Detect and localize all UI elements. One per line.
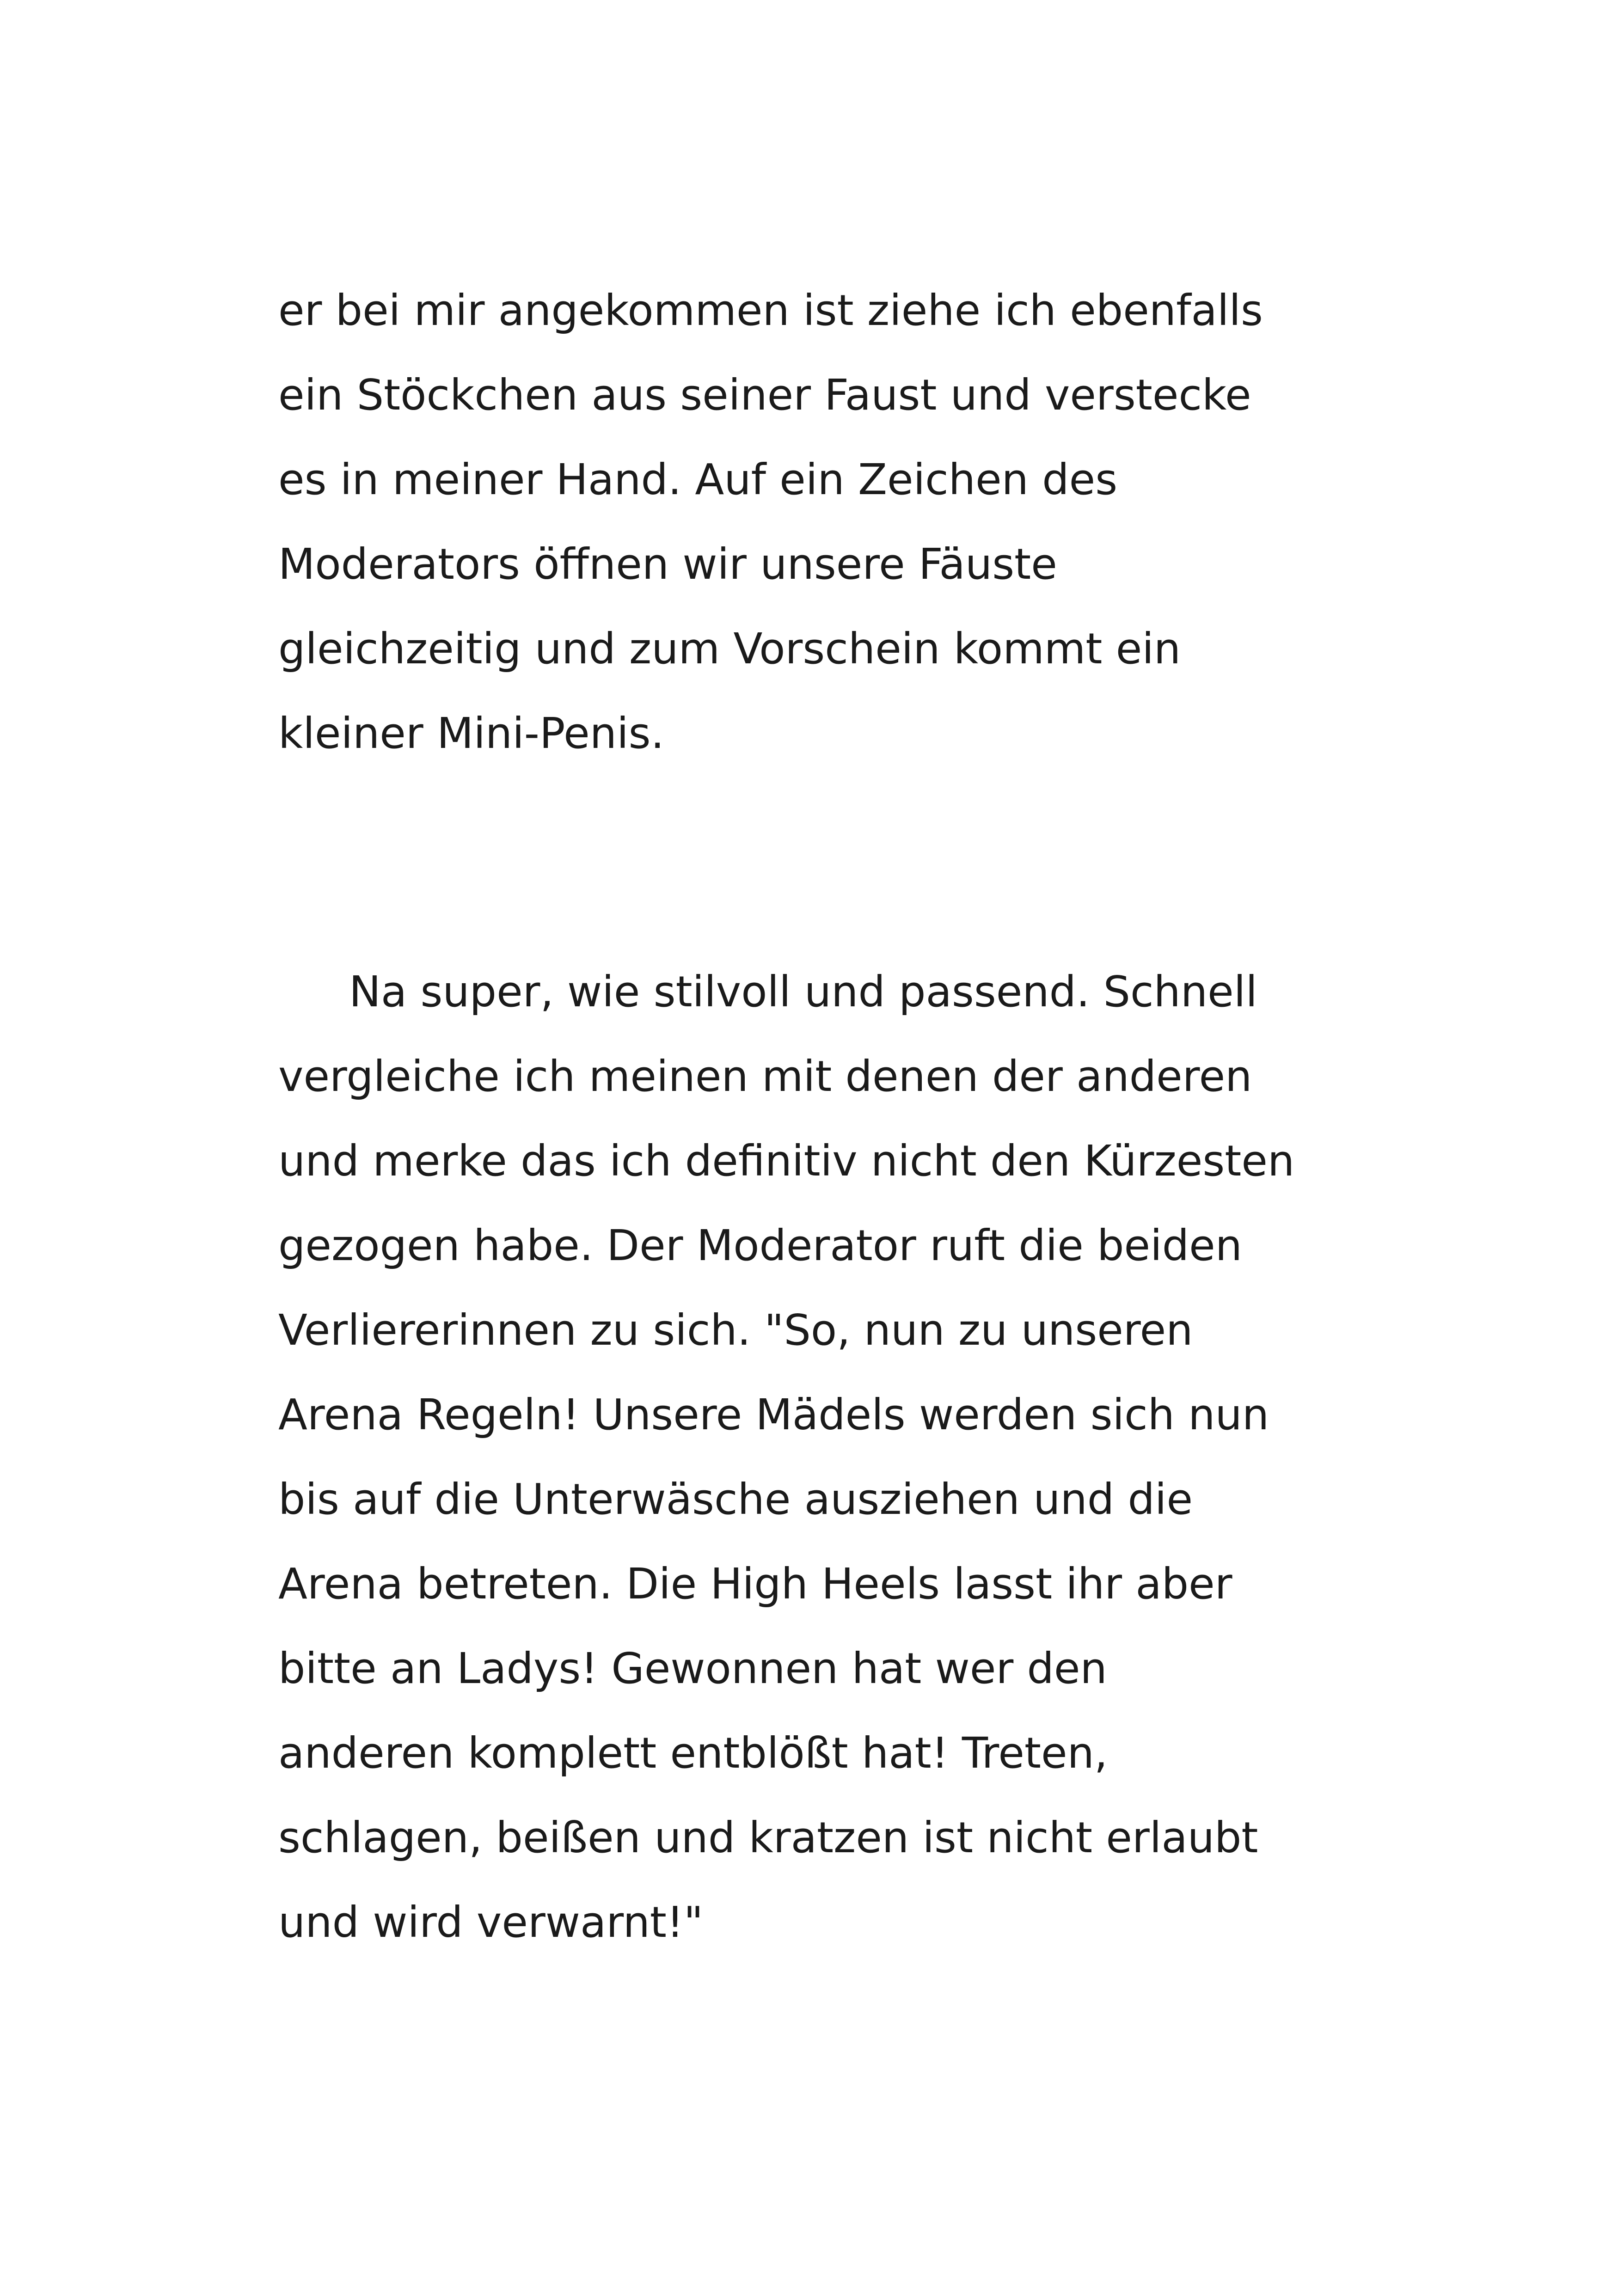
- paragraph-2-line-5: Verliererinnen zu sich. "So, nun zu unseren: [278, 1305, 1193, 1355]
- paragraph-2-line-6: Arena Regeln! Unsere Mädels werden sich nun: [278, 1390, 1269, 1439]
- paragraph-2-line-7: bis auf die Unterwäsche ausziehen und die: [278, 1475, 1193, 1524]
- paragraph-2-line-11: schlagen, beißen und kratzen ist nicht erlaubt: [278, 1813, 1258, 1862]
- paragraph-2-line-3: und merke das ich definitiv nicht den Kürzesten: [278, 1136, 1295, 1186]
- paragraph-2-line-12: und wird verwarnt!": [278, 1898, 704, 1947]
- paragraph-2-line-8: Arena betreten. Die High Heels lasst ihr aber: [278, 1559, 1232, 1609]
- paragraph-1-line-5: gleichzeitig und zum Vorschein kommt ein: [278, 624, 1181, 673]
- paragraph-1-line-4: Moderators öffnen wir unsere Fäuste: [278, 539, 1057, 589]
- paragraph-1-line-6: kleiner Mini-Penis.: [278, 709, 664, 758]
- paragraph-2-line-2: vergleiche ich meinen mit denen der anderen: [278, 1052, 1252, 1101]
- paragraph-2-line-9: bitte an Ladys! Gewonnen hat wer den: [278, 1644, 1107, 1693]
- paragraph-1-line-2: ein Stöckchen aus seiner Faust und verstecke: [278, 370, 1251, 420]
- paragraph-1-line-1: er bei mir angekommen ist ziehe ich ebenfalls: [278, 286, 1263, 335]
- paragraph-2-line-1: Na super, wie stilvoll und passend. Schnell: [349, 967, 1257, 1016]
- paragraph-2-line-4: gezogen habe. Der Moderator ruft die beiden: [278, 1221, 1243, 1270]
- paragraph-1-line-3: es in meiner Hand. Auf ein Zeichen des: [278, 455, 1118, 504]
- paragraph-2-line-10: anderen komplett entblößt hat! Treten,: [278, 1728, 1108, 1778]
